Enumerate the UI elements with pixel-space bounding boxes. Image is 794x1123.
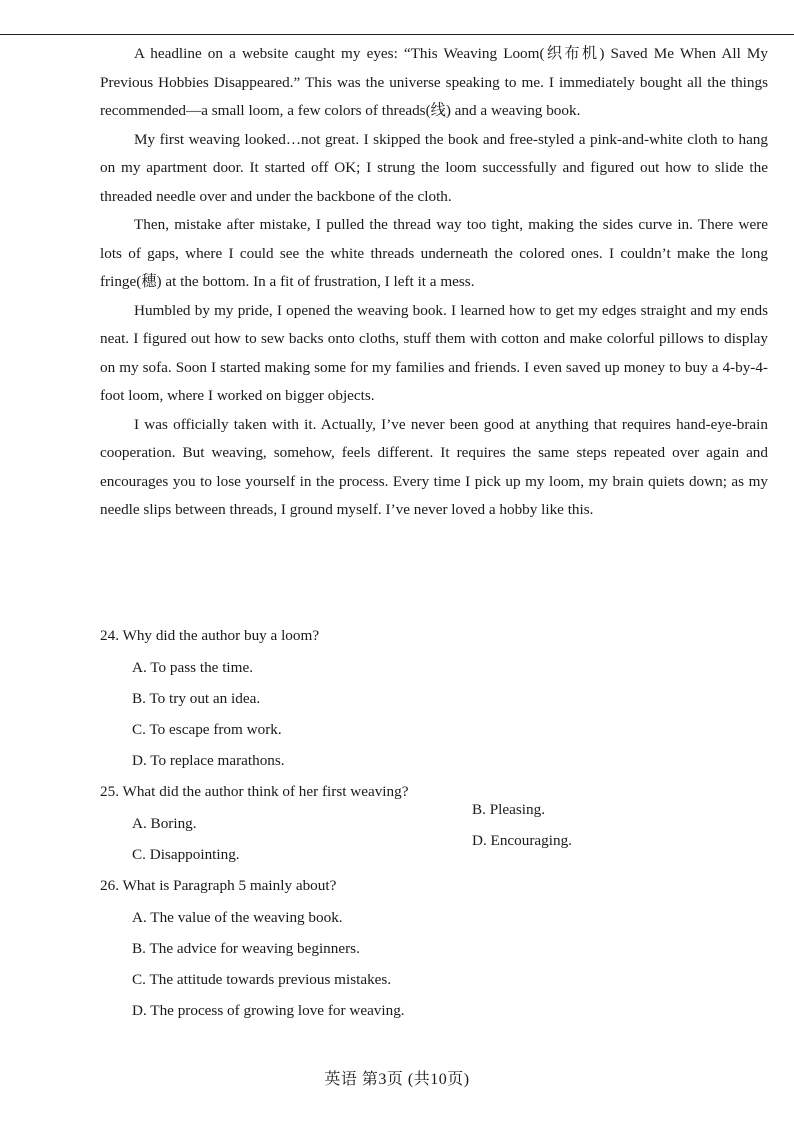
option-a: A. To pass the time. (132, 659, 253, 676)
option-b: B. The advice for weaving beginners. (132, 940, 360, 957)
option-a: A. Boring. (132, 815, 197, 832)
reading-passage (100, 40, 768, 525)
option-b: B. To try out an idea. (132, 690, 261, 707)
question-stem: 24. Why did the author buy a loom? (100, 627, 320, 644)
option-c: C. Disappointing. (132, 846, 240, 863)
option-d: D. Encouraging. (472, 832, 572, 849)
paragraph-2: My first weaving looked…not great. I skipped the book and free-styled a pink-and-white cloth to hang on my apartment door. It started off OK; I strung the loom successfully and figured out how to slide the threaded needle over and under the backbone of the cloth. (100, 130, 768, 205)
option-c: C. The attitude towards previous mistakes. (132, 971, 392, 988)
question-24 (100, 620, 768, 776)
top-rule (0, 34, 794, 35)
paragraph-1: A headline on a website caught my eyes: “This Weaving Loom(织布机) Saved Me When All My Previous Hobbies Disappeared.” This was the universe speaking to me. I immediately bought all the things recommended—a small loom, a few colors of threads(线) and a weaving book. (100, 45, 768, 119)
paragraph-5: I was officially taken with it. Actually, I’ve never been good at anything that requires hand-eye-brain cooperation. But weaving, somehow, feels different. It requires the same steps repeated over again and encourages you to lose yourself in the process. Every time I pick up my loom, my brain quiets down; as my needle slips between threads, I ground myself. I’ve never loved a hobby like this. (100, 415, 768, 518)
paragraph-4: Humbled by my pride, I opened the weaving book. I learned how to get my edges straight and my ends neat. I figured out how to sew backs onto cloths, stuff them with cotton and make colorful pillows to display on my sofa. Soon I started making some for my families and friends. I even saved up money to buy a 4-by-4-foot loom, where I worked on bigger objects. (100, 301, 768, 404)
option-d: D. To replace marathons. (132, 752, 285, 769)
option-b: B. Pleasing. (472, 801, 545, 818)
option-a: A. The value of the weaving book. (132, 909, 343, 926)
option-grid (100, 801, 768, 870)
option-d: D. The process of growing love for weaving. (132, 1002, 405, 1019)
question-list (100, 620, 768, 1026)
question-stem: 26. What is Paragraph 5 mainly about? (100, 877, 337, 894)
paragraph-3: Then, mistake after mistake, I pulled the thread way too tight, making the sides curve in. There were lots of gaps, where I could see the white threads underneath the colored ones. I couldn’t make the long fringe(穗) at the bottom. In a fit of frustration, I left it a mess. (100, 216, 768, 290)
question-25 (100, 776, 768, 870)
option-c: C. To escape from work. (132, 721, 282, 738)
page-footer: 英语 第3页 (共10页) (324, 1071, 470, 1088)
question-stem: 25. What did the author think of her first weaving? (100, 783, 409, 800)
question-26 (100, 870, 768, 1026)
